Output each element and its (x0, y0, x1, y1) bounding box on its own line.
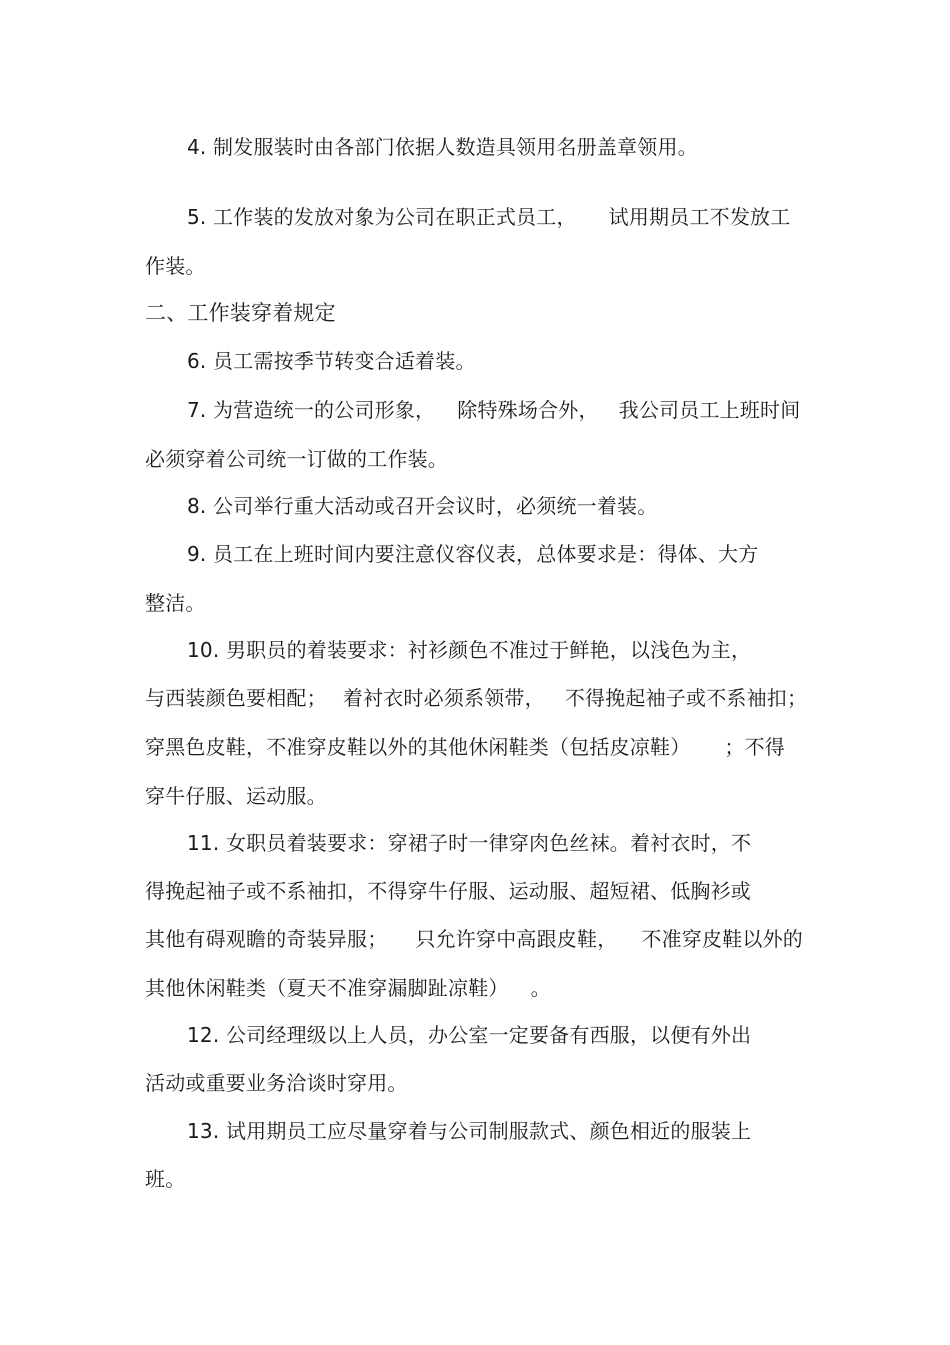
text-line: 。 (530, 976, 551, 1000)
text-line: ；不得 (724, 735, 786, 759)
text-line: 不准穿皮鞋以外的 (641, 927, 804, 951)
paragraph-item-12-continued (145, 1069, 408, 1097)
paragraph-item-5-continued (145, 252, 206, 280)
text-line: 我公司员工上班时间 (618, 398, 801, 422)
text-line: 11. 女职员着装要求：穿裙子时一律穿肉色丝袜。着衬衣时，不 (187, 831, 752, 855)
paragraph-item-11-continued (145, 877, 751, 905)
paragraph-item-11-continued (145, 974, 551, 1002)
text-line: 试用期员工不发放工 (608, 205, 791, 229)
text-line: 不得挽起袖子或不系袖扣； (564, 686, 808, 710)
text-line: 着衬衣时必须系领带， (342, 686, 545, 710)
paragraph-item-7-continued (145, 445, 448, 473)
paragraph-item-13 (187, 1117, 751, 1145)
text-line: 整洁。 (145, 591, 206, 615)
text-line: 穿牛仔服、运动服。 (145, 784, 327, 808)
text-line: 4. 制发服装时由各部门依据人数造具领用名册盖章领用。 (187, 135, 698, 159)
paragraph-item-4 (187, 133, 698, 161)
text-line: 5. 工作装的发放对象为公司在职正式员工， (187, 205, 577, 229)
paragraph-item-10-continued (145, 733, 785, 761)
text-line: 8. 公司举行重大活动或召开会议时，必须统一着装。 (187, 494, 658, 518)
text-line: 其他休闲鞋类（夏天不准穿漏脚趾凉鞋） (145, 976, 509, 1000)
text-line: 除特殊场合外， (457, 398, 599, 422)
text-line: 必须穿着公司统一订做的工作装。 (145, 447, 448, 471)
section-title: 二、工作装穿着规定 (145, 301, 336, 325)
paragraph-item-8 (187, 492, 657, 520)
paragraph-item-5 (187, 203, 790, 231)
text-line: 活动或重要业务洽谈时穿用。 (145, 1071, 408, 1095)
paragraph-item-10 (187, 636, 751, 664)
paragraph-item-11-continued (145, 925, 803, 953)
text-line: 10. 男职员的着装要求：衬衫颜色不准过于鲜艳，以浅色为主， (187, 638, 752, 662)
text-line: 班。 (145, 1167, 186, 1191)
text-line: 得挽起袖子或不系袖扣，不得穿牛仔服、运动服、超短裙、低胸衫或 (145, 879, 751, 903)
text-line: 只允许穿中高跟皮鞋， (415, 927, 618, 951)
paragraph-item-10-continued (145, 782, 327, 810)
text-line: 作装。 (145, 254, 206, 278)
text-line: 其他有碍观瞻的奇装异服； (145, 927, 388, 951)
text-line: 与西装颜色要相配； (145, 686, 327, 710)
paragraph-item-7 (187, 396, 800, 424)
paragraph-item-11 (187, 829, 751, 857)
text-line: 9. 员工在上班时间内要注意仪容仪表，总体要求是：得体、大方 (187, 542, 759, 566)
text-line: 12. 公司经理级以上人员，办公室一定要备有西服，以便有外出 (187, 1023, 752, 1047)
text-line: 7. 为营造统一的公司形象， (187, 398, 436, 422)
section-heading (145, 299, 336, 327)
text-line: 穿黑色皮鞋，不准穿皮鞋以外的其他休闲鞋类（包括皮凉鞋） (145, 735, 691, 759)
paragraph-item-10-continued (145, 684, 807, 712)
paragraph-item-6 (187, 347, 476, 375)
text-line: 13. 试用期员工应尽量穿着与公司制服款式、颜色相近的服装上 (187, 1119, 752, 1143)
paragraph-item-9-continued (145, 589, 206, 617)
paragraph-item-9 (187, 540, 758, 568)
paragraph-item-13-continued (145, 1165, 185, 1193)
paragraph-item-12 (187, 1021, 751, 1049)
text-line: 6. 员工需按季节转变合适着装。 (187, 349, 476, 373)
